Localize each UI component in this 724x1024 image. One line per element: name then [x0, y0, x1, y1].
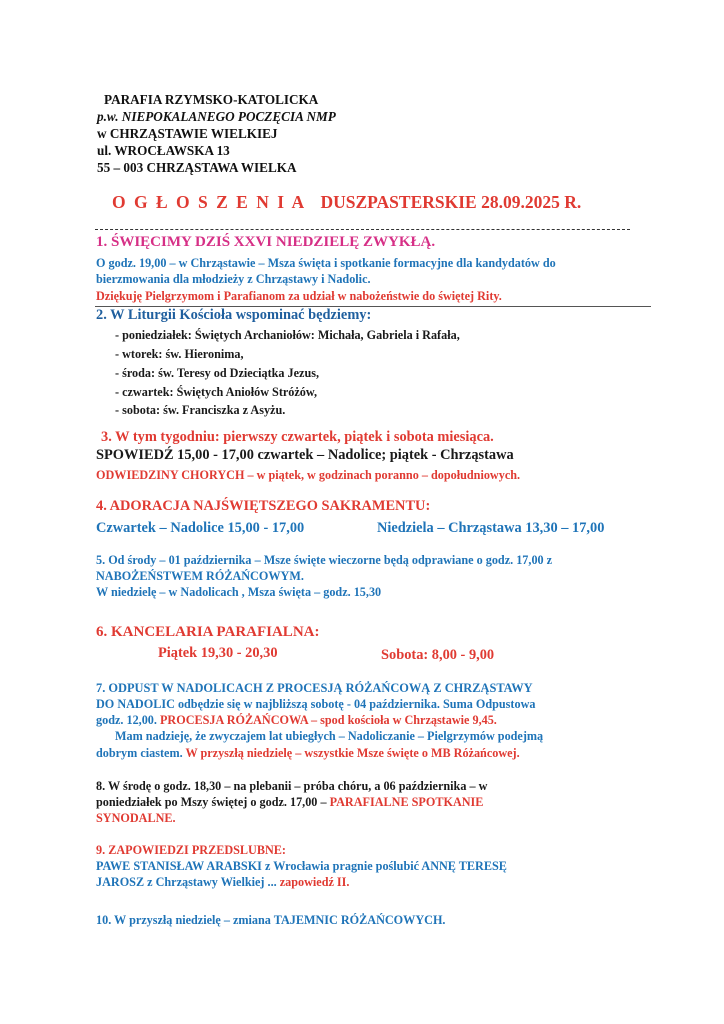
title-rest: DUSZPASTERSKIE 28.09.2025 R.	[320, 192, 582, 212]
item-8-line-1: 8. W środę o godz. 18,30 – na plebanii – próba chóru, a 06 października – w	[96, 779, 488, 793]
item-10-line-1: 10. W przyszłą niedzielę – zmiana TAJEMNIC RÓŻAŃCOWYCH.	[96, 913, 446, 927]
header-line-2	[97, 108, 336, 125]
item-8-line-2	[96, 795, 483, 810]
item-8-line-2b: PARAFIALNE SPOTKANIE	[329, 795, 484, 809]
item-2-day: - sobota: św. Franciszka z Asyżu.	[115, 403, 286, 417]
item-4-right: Niedziela – Chrząstawa 13,30 – 17,00	[377, 520, 605, 536]
header-line-1: PARAFIA RZYMSKO-KATOLICKA	[104, 92, 319, 107]
item-7-line-1: 7. ODPUST W NADOLICACH Z PROCESJĄ RÓŻAŃCOWĄ Z CHRZĄSTAWY	[96, 681, 533, 695]
header-line-4: ul. WROCŁAWSKA 13	[97, 143, 230, 158]
item-8-line-3: SYNODALNE.	[96, 811, 176, 825]
item-7-line-4: Mam nadzieję, że zwyczajem lat ubiegłych – Nadoliczanie – Pielgrzymów podejmą	[115, 729, 544, 743]
item-3-line-1: SPOWIEDŹ 15,00 - 17,00 czwartek – Nadolice; piątek - Chrząstawa	[96, 447, 514, 463]
item-5-line-2: NABOŻEŃSTWEM RÓŻAŃCOWYM.	[96, 569, 304, 583]
item-2-heading: 2. W Liturgii Kościoła wspominać będziemy:	[96, 307, 372, 323]
item-5-line-1: 5. Od środy – 01 października – Msze święte wieczorne będą odprawiane o godz. 17,00 z	[96, 553, 553, 567]
item-6-heading: 6. KANCELARIA PARAFIALNA:	[96, 624, 320, 640]
item-1-line-2: bierzmowania dla młodzieży z Chrząstawy i Nadolic.	[96, 272, 371, 286]
item-7-line-2a: DO NADOLIC	[96, 697, 175, 711]
item-6-left: Piątek 19,30 - 20,30	[158, 645, 278, 661]
item-2-day: - czwartek: Świętych Aniołów Stróżów,	[115, 385, 318, 399]
item-7-line-3b: PROCESJA RÓŻAŃCOWA – spod kościoła w Chrząstawie 9,45.	[156, 713, 497, 727]
item-9-line-2a: JAROSZ z Chrząstawy Wielkiej ...	[96, 875, 280, 889]
item-1-line-3: Dziękuję Pielgrzymom i Parafianom za udział w nabożeństwie do świętej Rity.	[96, 289, 502, 303]
item-7-line-3a: godz. 12,00.	[96, 713, 157, 727]
item-7-line-5	[96, 746, 520, 761]
title-spaced: O G Ł O S Z E N I A	[112, 192, 307, 212]
item-8-line-2a: poniedziałek po Mszy świętej o godz. 17,00 –	[96, 795, 330, 809]
item-6-right: Sobota: 8,00 - 9,00	[381, 647, 495, 663]
page-title	[112, 192, 581, 213]
item-2-day: - środa: św. Teresy od Dzieciątka Jezus,	[115, 366, 320, 380]
item-9-line-2	[96, 875, 349, 890]
item-3-line-2: ODWIEDZINY CHORYCH – w piątek, w godzinach poranno – dopołudniowych.	[96, 468, 521, 482]
header-line-2-text: p.w. NIEPOKALANEGO POCZĘCIA NMP	[97, 109, 336, 124]
item-1-heading: 1. ŚWIĘCIMY DZIŚ XXVI NIEDZIELĘ ZWYKŁĄ.	[96, 234, 436, 250]
item-7-line-3	[96, 713, 497, 728]
title-divider	[95, 229, 630, 230]
item-7-line-2	[96, 697, 535, 712]
item-7-line-5b: W przyszłą niedzielę – wszystkie Msze święte o MB Różańcowej.	[182, 746, 520, 760]
item-4-heading: 4. ADORACJA NAJŚWIĘTSZEGO SAKRAMENTU:	[96, 498, 431, 514]
item-7-line-2b: odbędzie się w najbliższą sobotę - 04 października. Suma Odpustowa	[174, 697, 536, 711]
header-line-5: 55 – 003 CHRZĄSTAWA WIELKA	[97, 160, 297, 175]
item-2-day: - wtorek: św. Hieronima,	[115, 347, 244, 361]
item-7-line-5a: dobrym ciastem.	[96, 746, 183, 760]
item-9-heading: 9. ZAPOWIEDZI PRZEDSLUBNE:	[96, 843, 286, 857]
item-4-left: Czwartek – Nadolice 15,00 - 17,00	[96, 520, 305, 536]
header-line-3: w CHRZĄSTAWIE WIELKIEJ	[97, 126, 278, 141]
item-3-heading: 3. W tym tygodniu: pierwszy czwartek, piątek i sobota miesiąca.	[101, 429, 494, 445]
item-1-line-1: O godz. 19,00 – w Chrząstawie – Msza święta i spotkanie formacyjne dla kandydatów do	[96, 256, 556, 270]
item-9-line-2b: zapowiedź II.	[279, 875, 350, 889]
item-2-day: - poniedziałek: Świętych Archaniołów: Michała, Gabriela i Rafała,	[115, 328, 460, 342]
item-9-line-1: PAWE STANISŁAW ARABSKI z Wrocławia pragnie poślubić ANNĘ TERESĘ	[96, 859, 507, 873]
item-5-line-3: W niedzielę – w Nadolicach , Msza święta – godz. 15,30	[96, 585, 382, 599]
